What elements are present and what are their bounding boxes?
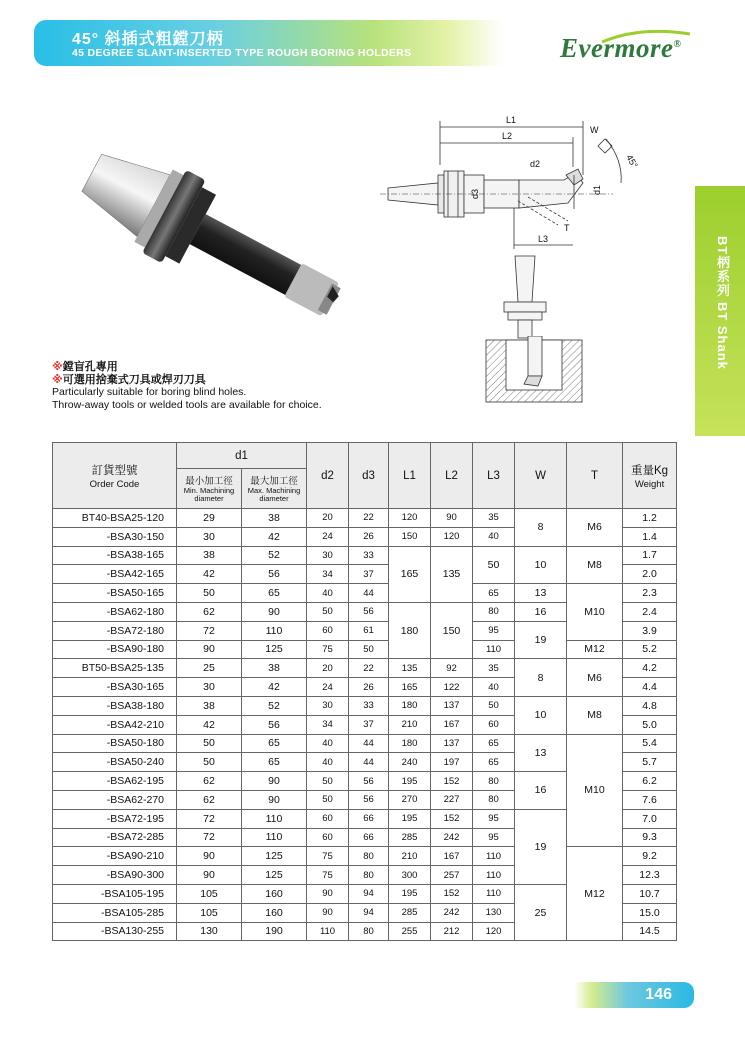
cell-max: 90 bbox=[242, 602, 307, 621]
cell-l3: 80 bbox=[473, 602, 515, 621]
cell-d3: 50 bbox=[349, 640, 389, 659]
cell-l2: 227 bbox=[431, 790, 473, 809]
cell-weight: 10.7 bbox=[623, 884, 677, 903]
cell-min: 50 bbox=[177, 734, 242, 753]
cell-l3: 65 bbox=[473, 584, 515, 603]
cell-t: M12 bbox=[567, 640, 623, 659]
cell-l1: 180 bbox=[389, 602, 431, 658]
cell-min: 105 bbox=[177, 884, 242, 903]
cell-l3: 35 bbox=[473, 509, 515, 528]
cell-l3: 80 bbox=[473, 772, 515, 791]
notes bbox=[52, 361, 322, 411]
brand-logo bbox=[560, 33, 681, 64]
header-max-en2: diameter bbox=[259, 493, 289, 503]
cell-w: 8 bbox=[515, 509, 567, 547]
cell-max: 65 bbox=[242, 753, 307, 772]
cell-l3: 60 bbox=[473, 715, 515, 734]
cell-max: 56 bbox=[242, 715, 307, 734]
cell-l2: 167 bbox=[431, 715, 473, 734]
cell-l2: 92 bbox=[431, 659, 473, 678]
cell-code: -BSA30-165 bbox=[53, 678, 177, 697]
cell-min: 38 bbox=[177, 546, 242, 565]
cell-code: -BSA62-195 bbox=[53, 772, 177, 791]
cell-code: BT50-BSA25-135 bbox=[53, 659, 177, 678]
cell-l1: 165 bbox=[389, 546, 431, 602]
header-max-cn: 最大加工徑 bbox=[250, 475, 298, 487]
cell-l2: 242 bbox=[431, 828, 473, 847]
cell-l2: 197 bbox=[431, 753, 473, 772]
cell-weight: 1.4 bbox=[623, 527, 677, 546]
cell-l1: 180 bbox=[389, 734, 431, 753]
cell-d2: 75 bbox=[307, 640, 349, 659]
cell-min: 42 bbox=[177, 715, 242, 734]
cell-code: -BSA105-285 bbox=[53, 903, 177, 922]
cell-min: 72 bbox=[177, 828, 242, 847]
cell-w: 10 bbox=[515, 696, 567, 734]
cell-weight: 6.2 bbox=[623, 772, 677, 791]
shank-drawing bbox=[490, 250, 560, 340]
cell-d2: 50 bbox=[307, 790, 349, 809]
cell-max: 42 bbox=[242, 678, 307, 697]
header-t: T bbox=[567, 443, 623, 509]
table-row bbox=[53, 696, 677, 715]
cell-l2: 167 bbox=[431, 847, 473, 866]
cell-code: -BSA50-240 bbox=[53, 753, 177, 772]
header-order-cn: 訂貨型號 bbox=[91, 464, 138, 477]
cell-d3: 44 bbox=[349, 734, 389, 753]
label-l1: L1 bbox=[506, 115, 517, 125]
table-row bbox=[53, 640, 677, 659]
cell-weight: 5.2 bbox=[623, 640, 677, 659]
cell-min: 38 bbox=[177, 696, 242, 715]
cell-d3: 56 bbox=[349, 602, 389, 621]
header-row-1 bbox=[53, 443, 677, 469]
label-d1: d1 bbox=[592, 184, 602, 195]
cell-l1: 285 bbox=[389, 903, 431, 922]
cell-d2: 110 bbox=[307, 922, 349, 941]
cell-d2: 30 bbox=[307, 696, 349, 715]
cell-min: 50 bbox=[177, 753, 242, 772]
cell-t: M12 bbox=[567, 847, 623, 941]
cell-weight: 5.4 bbox=[623, 734, 677, 753]
cell-max: 125 bbox=[242, 866, 307, 885]
cell-d2: 75 bbox=[307, 866, 349, 885]
cell-l2: 152 bbox=[431, 772, 473, 791]
cell-l3: 110 bbox=[473, 884, 515, 903]
logo-mark: ® bbox=[673, 39, 682, 50]
table-row bbox=[53, 546, 677, 565]
cell-w: 25 bbox=[515, 884, 567, 940]
cell-code: BT40-BSA25-120 bbox=[53, 509, 177, 528]
cell-weight: 3.9 bbox=[623, 621, 677, 640]
cell-w: 19 bbox=[515, 621, 567, 659]
label-angle: 45° bbox=[624, 153, 640, 170]
cell-l1: 135 bbox=[389, 659, 431, 678]
cell-l2: 152 bbox=[431, 809, 473, 828]
header-d2: d2 bbox=[307, 443, 349, 509]
cell-code: -BSA90-180 bbox=[53, 640, 177, 659]
cell-l1: 195 bbox=[389, 884, 431, 903]
cell-l3: 65 bbox=[473, 753, 515, 772]
header-max-diameter bbox=[242, 469, 307, 509]
cell-d2: 40 bbox=[307, 584, 349, 603]
cell-code: -BSA50-165 bbox=[53, 584, 177, 603]
cell-t: M6 bbox=[567, 509, 623, 547]
cell-min: 90 bbox=[177, 847, 242, 866]
note-cn-2-text: 可選用捨棄式刀具或焊刃刀具 bbox=[62, 373, 206, 386]
cell-d2: 90 bbox=[307, 884, 349, 903]
label-d3: d3 bbox=[470, 188, 480, 199]
cell-d3: 37 bbox=[349, 715, 389, 734]
cell-t: M10 bbox=[567, 734, 623, 847]
dimension-drawing bbox=[378, 105, 678, 255]
cell-t: M6 bbox=[567, 659, 623, 697]
cell-l3: 110 bbox=[473, 847, 515, 866]
cell-max: 38 bbox=[242, 509, 307, 528]
cell-min: 90 bbox=[177, 866, 242, 885]
cell-weight: 4.8 bbox=[623, 696, 677, 715]
header-min-diameter bbox=[177, 469, 242, 509]
cell-l3: 50 bbox=[473, 696, 515, 715]
cell-min: 72 bbox=[177, 809, 242, 828]
cell-max: 42 bbox=[242, 527, 307, 546]
spec-table bbox=[52, 442, 677, 941]
table-row bbox=[53, 584, 677, 603]
cell-min: 105 bbox=[177, 903, 242, 922]
page-number-bar bbox=[574, 982, 694, 1008]
cell-l2: 135 bbox=[431, 546, 473, 602]
cell-l3: 65 bbox=[473, 734, 515, 753]
cell-min: 90 bbox=[177, 640, 242, 659]
cell-min: 42 bbox=[177, 565, 242, 584]
cell-code: -BSA62-270 bbox=[53, 790, 177, 809]
cell-l1: 270 bbox=[389, 790, 431, 809]
cell-l2: 120 bbox=[431, 527, 473, 546]
cell-l1: 210 bbox=[389, 715, 431, 734]
cell-l1: 120 bbox=[389, 509, 431, 528]
cell-d2: 40 bbox=[307, 734, 349, 753]
cell-code: -BSA38-180 bbox=[53, 696, 177, 715]
cell-max: 65 bbox=[242, 734, 307, 753]
header-order-en: Order Code bbox=[89, 478, 140, 490]
cell-t: M8 bbox=[567, 696, 623, 734]
cell-t: M8 bbox=[567, 546, 623, 584]
cell-code: -BSA130-255 bbox=[53, 922, 177, 941]
header-w: W bbox=[515, 443, 567, 509]
note-cn-2 bbox=[52, 374, 322, 387]
logo-text: Evermore bbox=[560, 33, 674, 63]
note-cn-1-text: 鏜盲孔專用 bbox=[62, 361, 118, 373]
cell-d2: 50 bbox=[307, 772, 349, 791]
cell-min: 30 bbox=[177, 678, 242, 697]
cell-l3: 95 bbox=[473, 621, 515, 640]
cell-max: 125 bbox=[242, 847, 307, 866]
cell-min: 50 bbox=[177, 584, 242, 603]
cell-d3: 44 bbox=[349, 584, 389, 603]
cell-d3: 66 bbox=[349, 828, 389, 847]
cell-code: -BSA72-180 bbox=[53, 621, 177, 640]
cell-max: 52 bbox=[242, 546, 307, 565]
cell-max: 90 bbox=[242, 790, 307, 809]
cell-l1: 180 bbox=[389, 696, 431, 715]
cell-l1: 285 bbox=[389, 828, 431, 847]
cell-d2: 50 bbox=[307, 602, 349, 621]
cell-w: 19 bbox=[515, 809, 567, 884]
cell-d3: 56 bbox=[349, 772, 389, 791]
cell-d3: 66 bbox=[349, 809, 389, 828]
table-row bbox=[53, 847, 677, 866]
cell-d3: 37 bbox=[349, 565, 389, 584]
cell-code: -BSA50-180 bbox=[53, 734, 177, 753]
cell-max: 190 bbox=[242, 922, 307, 941]
note-mark-1: ※ bbox=[52, 361, 63, 373]
cell-d3: 33 bbox=[349, 546, 389, 565]
cell-l2: 257 bbox=[431, 866, 473, 885]
header-d3: d3 bbox=[349, 443, 389, 509]
table-row bbox=[53, 734, 677, 753]
cell-d3: 44 bbox=[349, 753, 389, 772]
cell-l2: 137 bbox=[431, 696, 473, 715]
cell-d2: 20 bbox=[307, 659, 349, 678]
header-d1: d1 bbox=[177, 443, 307, 469]
cell-weight: 4.4 bbox=[623, 678, 677, 697]
cell-min: 29 bbox=[177, 509, 242, 528]
cell-code: -BSA42-165 bbox=[53, 565, 177, 584]
cell-weight: 9.2 bbox=[623, 847, 677, 866]
cell-l2: 242 bbox=[431, 903, 473, 922]
cell-t: M10 bbox=[567, 584, 623, 640]
cell-weight: 5.0 bbox=[623, 715, 677, 734]
note-cn-1 bbox=[52, 361, 322, 374]
cell-d3: 80 bbox=[349, 847, 389, 866]
cell-l3: 95 bbox=[473, 828, 515, 847]
cell-l3: 110 bbox=[473, 640, 515, 659]
label-t: T bbox=[564, 223, 570, 233]
cell-weight: 15.0 bbox=[623, 903, 677, 922]
cell-min: 62 bbox=[177, 602, 242, 621]
cell-l2: 122 bbox=[431, 678, 473, 697]
cell-d2: 90 bbox=[307, 903, 349, 922]
cell-code: -BSA30-150 bbox=[53, 527, 177, 546]
cell-l2: 150 bbox=[431, 602, 473, 658]
cell-d2: 24 bbox=[307, 678, 349, 697]
cell-min: 72 bbox=[177, 621, 242, 640]
header-l3: L3 bbox=[473, 443, 515, 509]
cell-l1: 255 bbox=[389, 922, 431, 941]
note-mark-2: ※ bbox=[52, 373, 63, 386]
cell-max: 110 bbox=[242, 809, 307, 828]
cell-l3: 50 bbox=[473, 546, 515, 584]
cell-max: 160 bbox=[242, 884, 307, 903]
header-weight-en: Weight bbox=[634, 478, 665, 490]
cell-d3: 94 bbox=[349, 884, 389, 903]
cell-weight: 7.6 bbox=[623, 790, 677, 809]
cell-d2: 20 bbox=[307, 509, 349, 528]
header-min-en1: Min. Machining bbox=[183, 485, 235, 495]
table-row bbox=[53, 509, 677, 528]
cell-l1: 195 bbox=[389, 772, 431, 791]
cell-d2: 34 bbox=[307, 565, 349, 584]
cell-l2: 212 bbox=[431, 922, 473, 941]
cell-code: -BSA72-195 bbox=[53, 809, 177, 828]
cell-w: 16 bbox=[515, 772, 567, 810]
cell-d3: 56 bbox=[349, 790, 389, 809]
cell-weight: 4.2 bbox=[623, 659, 677, 678]
cell-l1: 300 bbox=[389, 866, 431, 885]
cell-code: -BSA38-165 bbox=[53, 546, 177, 565]
cell-min: 25 bbox=[177, 659, 242, 678]
cell-weight: 2.4 bbox=[623, 602, 677, 621]
cell-code: -BSA42-210 bbox=[53, 715, 177, 734]
label-w: W bbox=[590, 125, 599, 135]
cell-weight: 2.3 bbox=[623, 584, 677, 603]
header-banner bbox=[34, 20, 504, 66]
product-photo bbox=[55, 135, 375, 350]
cell-l3: 40 bbox=[473, 527, 515, 546]
cell-l2: 137 bbox=[431, 734, 473, 753]
cell-l1: 240 bbox=[389, 753, 431, 772]
cell-l3: 35 bbox=[473, 659, 515, 678]
cell-max: 160 bbox=[242, 903, 307, 922]
cell-w: 13 bbox=[515, 584, 567, 603]
cell-d3: 22 bbox=[349, 659, 389, 678]
table-row bbox=[53, 659, 677, 678]
cell-l3: 130 bbox=[473, 903, 515, 922]
cell-code: -BSA105-195 bbox=[53, 884, 177, 903]
header-min-en2: diameter bbox=[194, 493, 224, 503]
cell-l1: 195 bbox=[389, 809, 431, 828]
cell-w: 13 bbox=[515, 734, 567, 772]
note-en-1: Particularly suitable for boring blind holes. bbox=[52, 386, 247, 398]
cell-w: 8 bbox=[515, 659, 567, 697]
cell-weight: 12.3 bbox=[623, 866, 677, 885]
cell-d3: 26 bbox=[349, 678, 389, 697]
cell-min: 130 bbox=[177, 922, 242, 941]
cell-l3: 95 bbox=[473, 809, 515, 828]
cell-l3: 40 bbox=[473, 678, 515, 697]
cell-max: 38 bbox=[242, 659, 307, 678]
cell-d3: 33 bbox=[349, 696, 389, 715]
cell-l1: 165 bbox=[389, 678, 431, 697]
cell-min: 30 bbox=[177, 527, 242, 546]
cell-d2: 60 bbox=[307, 828, 349, 847]
cell-max: 110 bbox=[242, 828, 307, 847]
cell-code: -BSA72-285 bbox=[53, 828, 177, 847]
title-cn: 45° 斜插式粗鏜刀柄 bbox=[72, 31, 224, 48]
cell-d2: 30 bbox=[307, 546, 349, 565]
cell-weight: 14.5 bbox=[623, 922, 677, 941]
cell-l2: 152 bbox=[431, 884, 473, 903]
cell-max: 90 bbox=[242, 772, 307, 791]
cell-d3: 80 bbox=[349, 922, 389, 941]
label-l3: L3 bbox=[538, 234, 549, 244]
cell-d2: 60 bbox=[307, 621, 349, 640]
cell-d2: 60 bbox=[307, 809, 349, 828]
cell-min: 62 bbox=[177, 772, 242, 791]
cell-d3: 80 bbox=[349, 866, 389, 885]
cell-d2: 24 bbox=[307, 527, 349, 546]
cell-l3: 120 bbox=[473, 922, 515, 941]
cell-max: 125 bbox=[242, 640, 307, 659]
label-l2: L2 bbox=[502, 131, 513, 141]
cell-d2: 34 bbox=[307, 715, 349, 734]
cell-weight: 1.2 bbox=[623, 509, 677, 528]
cell-min: 62 bbox=[177, 790, 242, 809]
cell-w: 10 bbox=[515, 546, 567, 584]
cell-w: 16 bbox=[515, 602, 567, 621]
cell-l2: 90 bbox=[431, 509, 473, 528]
cell-max: 56 bbox=[242, 565, 307, 584]
cell-max: 110 bbox=[242, 621, 307, 640]
header-weight-cn: 重量Kg bbox=[630, 464, 669, 477]
cell-l1: 150 bbox=[389, 527, 431, 546]
section-drawing bbox=[484, 336, 584, 406]
header-min-cn: 最小加工徑 bbox=[185, 475, 233, 487]
header-l1: L1 bbox=[389, 443, 431, 509]
cell-d3: 94 bbox=[349, 903, 389, 922]
cell-code: -BSA62-180 bbox=[53, 602, 177, 621]
header-weight bbox=[623, 443, 677, 509]
cell-d2: 40 bbox=[307, 753, 349, 772]
cell-weight: 7.0 bbox=[623, 809, 677, 828]
cell-l1: 210 bbox=[389, 847, 431, 866]
title-en: 45 DEGREE SLANT-INSERTED TYPE ROUGH BORING HOLDERS bbox=[72, 47, 412, 59]
page-number: 146 bbox=[645, 986, 672, 1003]
cell-l3: 110 bbox=[473, 866, 515, 885]
cell-code: -BSA90-210 bbox=[53, 847, 177, 866]
cell-l3: 80 bbox=[473, 790, 515, 809]
header-order-code bbox=[53, 443, 177, 509]
side-tab bbox=[695, 186, 745, 436]
cell-d3: 26 bbox=[349, 527, 389, 546]
side-tab-label: BT柄系列 BT Shank bbox=[715, 236, 730, 370]
cell-weight: 5.7 bbox=[623, 753, 677, 772]
cell-max: 65 bbox=[242, 584, 307, 603]
cell-weight: 1.7 bbox=[623, 546, 677, 565]
cell-max: 52 bbox=[242, 696, 307, 715]
header-max-en1: Max. Machining bbox=[247, 485, 301, 495]
cell-d3: 61 bbox=[349, 621, 389, 640]
cell-d2: 75 bbox=[307, 847, 349, 866]
cell-code: -BSA90-300 bbox=[53, 866, 177, 885]
label-d2: d2 bbox=[530, 159, 541, 169]
cell-d3: 22 bbox=[349, 509, 389, 528]
note-en-2: Throw-away tools or welded tools are available for choice. bbox=[52, 398, 322, 411]
cell-weight: 9.3 bbox=[623, 828, 677, 847]
header-l2: L2 bbox=[431, 443, 473, 509]
cell-weight: 2.0 bbox=[623, 565, 677, 584]
